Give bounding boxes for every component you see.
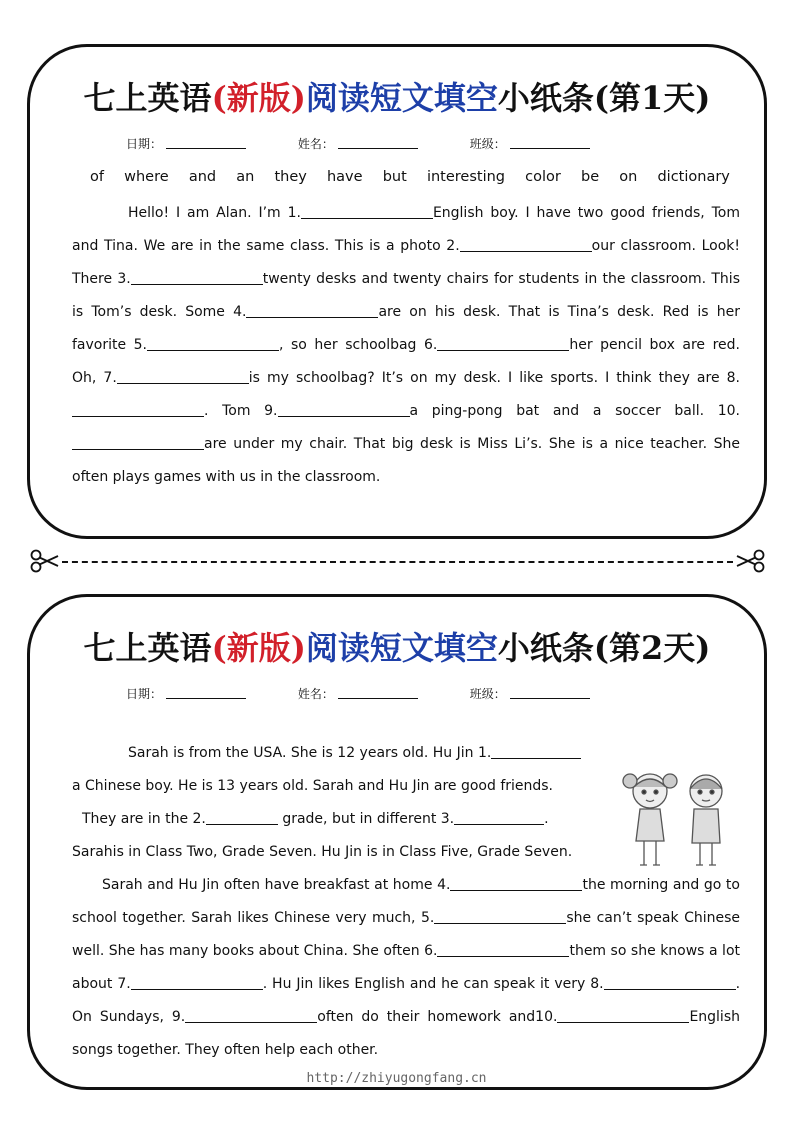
card2-title-part4: 小纸条(第2天) — [497, 629, 711, 667]
word-bank-item: color — [525, 169, 561, 185]
passage-text: They are in the 2. — [82, 811, 206, 827]
card2-title-part2: (新版) — [211, 629, 306, 667]
word-bank-item: where — [124, 169, 169, 185]
scissors-icon — [735, 549, 765, 573]
passage-text: Sarah and Hu Jin often have breakfast at home 4. — [102, 877, 451, 893]
answer-blank-9[interactable] — [185, 1008, 317, 1023]
date-field — [126, 685, 246, 702]
passage-text: grade, but in different 3. — [282, 811, 455, 827]
answer-blank-1[interactable] — [491, 744, 581, 759]
class-label: 班级： — [469, 687, 506, 701]
card1-title — [30, 73, 764, 119]
word-bank-item: they — [274, 169, 307, 185]
passage-text: our classroom. Look! There 3. — [72, 238, 741, 287]
passage-text: a Chinese boy. He is 13 years old. Sarah and Hu Jin are good friends. — [72, 778, 554, 794]
word-bank-item: an — [236, 169, 255, 185]
passage-text: Hello! I am Alan. I’m 1. — [128, 205, 301, 221]
class-blank[interactable] — [510, 686, 590, 699]
name-field — [298, 135, 418, 152]
passage-text: Sarahis in Class Two, Grade Seven. Hu Jin is in Class Five, Grade Seven. — [72, 844, 573, 860]
date-label: 日期： — [126, 137, 163, 151]
passage-text: them so she knows a lot about 7. — [72, 943, 740, 992]
passage-line — [72, 737, 612, 770]
worksheet-card-day1 — [27, 44, 767, 539]
answer-blank-3[interactable] — [131, 270, 263, 285]
passage-text: , so her schoolbag 6. — [279, 337, 438, 353]
card1-info-row — [126, 135, 638, 152]
card2-passage — [72, 737, 740, 1067]
answer-blank-5[interactable] — [434, 909, 566, 924]
passage-text: is my schoolbag? It’s on my desk. I like sports. I think they are 8. — [248, 370, 740, 386]
card1-title-part3: 阅读短文填空 — [305, 79, 498, 117]
scissors-icon — [30, 549, 60, 573]
word-bank-item: have — [326, 169, 363, 185]
worksheet-card-day2 — [27, 594, 767, 1090]
answer-blank-1[interactable] — [301, 204, 433, 219]
passage-text: are under my chair. That big desk is Miss Li’s. She is a nice teacher. She often plays games with us in the classroom. — [72, 436, 740, 485]
word-bank-item: and — [188, 169, 217, 185]
card2-title-part1: 七上英语 — [83, 629, 212, 667]
word-bank-item: interesting — [426, 169, 505, 185]
passage-text: she can’t speak Chinese well. She has many books about China. She often 6. — [72, 910, 741, 959]
answer-blank-2[interactable] — [206, 810, 278, 825]
class-label: 班级： — [469, 137, 506, 151]
card2-info-row — [126, 685, 638, 702]
passage-text: English boy. I have two good friends, Tom and Tina. We are in the same class. This is a photo 2. — [72, 205, 740, 254]
card2-title — [30, 623, 764, 669]
class-field — [470, 685, 590, 702]
word-bank-item: on — [619, 169, 638, 185]
passage-text: often do their homework and10. — [317, 1009, 558, 1025]
cut-line — [30, 549, 765, 573]
dashed-divider — [62, 561, 733, 563]
card2-title-part3: 阅读短文填空 — [305, 629, 498, 667]
answer-blank-9[interactable] — [278, 402, 410, 417]
passage-text: a ping-pong bat and a soccer ball. 10. — [409, 403, 740, 419]
answer-blank-4[interactable] — [450, 876, 582, 891]
passage-line — [72, 836, 612, 869]
card1-passage — [72, 197, 740, 494]
answer-blank-6[interactable] — [437, 336, 569, 351]
passage-text: are on his desk. That is Tina’s desk. Red is her favorite 5. — [72, 304, 740, 353]
passage-text: . — [544, 811, 549, 827]
card1-title-part4: 小纸条(第1天) — [497, 79, 711, 117]
passage-paragraph — [72, 869, 740, 1067]
answer-blank-4[interactable] — [246, 303, 378, 318]
class-field — [470, 135, 590, 152]
passage-line — [72, 770, 612, 803]
date-label: 日期： — [126, 687, 163, 701]
date-blank[interactable] — [166, 136, 246, 149]
date-blank[interactable] — [166, 686, 246, 699]
word-bank-item: be — [581, 169, 600, 185]
passage-text: twenty desks and twenty chairs for students in the classroom. This is Tom’s desk. Some 4. — [72, 271, 740, 320]
word-bank-item: but — [382, 169, 407, 185]
passage-line — [72, 803, 622, 836]
card1-title-part1: 七上英语 — [83, 79, 212, 117]
passage-text: her pencil box are red. Oh, 7. — [72, 337, 740, 386]
answer-blank-7[interactable] — [117, 369, 249, 384]
class-blank[interactable] — [510, 136, 590, 149]
date-field — [126, 135, 246, 152]
passage-text: the morning and go to school together. Sarah likes Chinese very much, 5. — [72, 877, 740, 926]
word-bank — [90, 169, 730, 185]
name-label: 姓名： — [297, 687, 334, 701]
passage-text: Sarah is from the USA. She is 12 years old. Hu Jin 1. — [128, 745, 492, 761]
name-blank[interactable] — [338, 136, 418, 149]
answer-blank-7[interactable] — [131, 975, 263, 990]
word-bank-item: of — [90, 169, 104, 185]
name-blank[interactable] — [338, 686, 418, 699]
word-bank-item: dictionary — [657, 169, 730, 185]
answer-blank-2[interactable] — [460, 237, 592, 252]
answer-blank-10[interactable] — [557, 1008, 689, 1023]
answer-blank-8[interactable] — [72, 402, 204, 417]
answer-blank-8[interactable] — [604, 975, 736, 990]
passage-text: . Hu Jin likes English and he can speak it very 8. — [262, 976, 604, 992]
card1-title-part2: (新版) — [211, 79, 306, 117]
name-field — [298, 685, 418, 702]
answer-blank-6[interactable] — [437, 942, 569, 957]
answer-blank-3[interactable] — [454, 810, 544, 825]
name-label: 姓名： — [297, 137, 334, 151]
answer-blank-5[interactable] — [147, 336, 279, 351]
answer-blank-10[interactable] — [72, 435, 204, 450]
footer-url: http://zhiyugongfang.cn — [306, 1071, 487, 1086]
passage-text: . Tom 9. — [204, 403, 278, 419]
passage-text: . On Sundays, 9. — [72, 976, 741, 1025]
passage-text: English songs together. They often help each other. — [72, 1009, 740, 1058]
